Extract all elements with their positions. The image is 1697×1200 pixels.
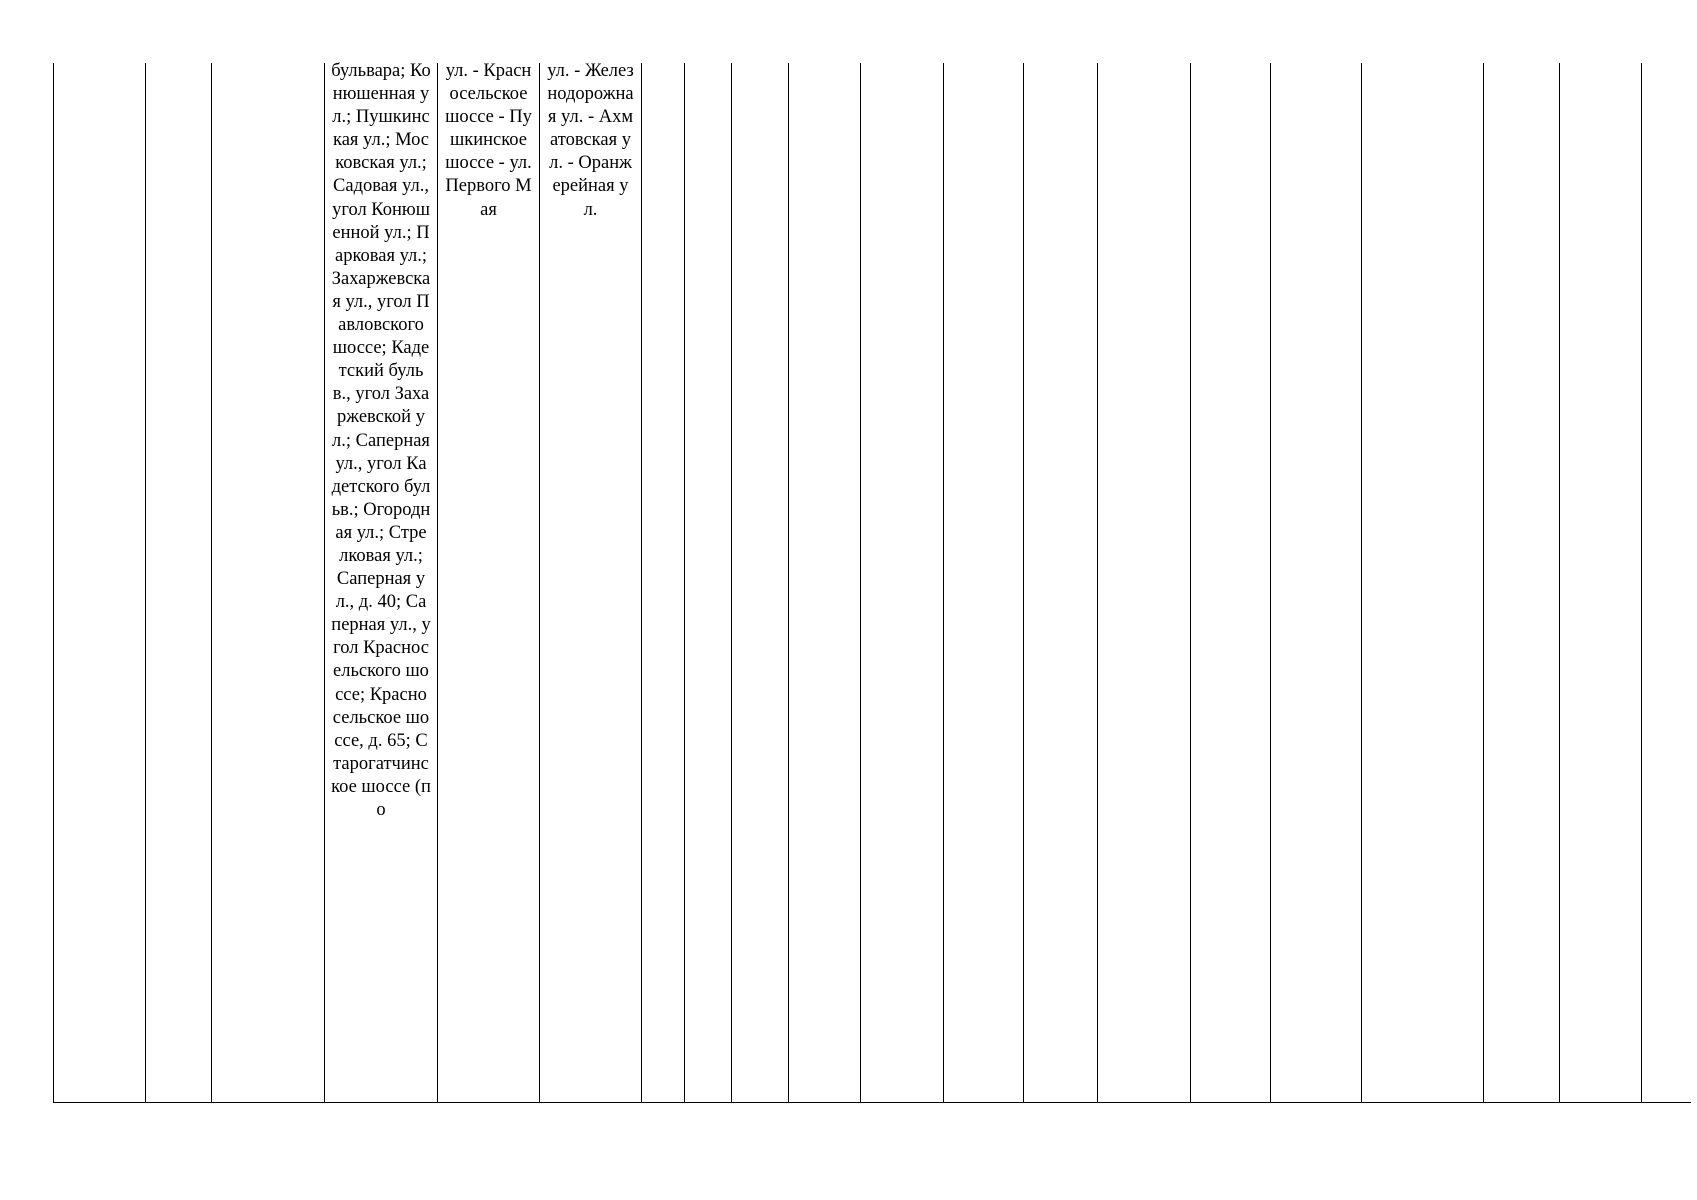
table-column-4 [325, 63, 438, 1103]
table-column-20 [1642, 63, 1692, 1103]
table-column-19 [1560, 63, 1642, 1103]
table-column-2 [146, 63, 212, 1103]
table-column-9 [732, 63, 789, 1103]
table-column-12 [944, 63, 1024, 1103]
table-cell: ул. - Железнодорожная ул. - Ахматовская ул. - Оранжерейная ул. [547, 61, 634, 220]
table-column-14 [1098, 63, 1191, 1103]
table-column-11 [861, 63, 944, 1103]
table-column-17 [1362, 63, 1484, 1103]
table-column-8 [685, 63, 732, 1103]
table-cell: ул. - Красносельское шоссе - Пушкинское шоссе - ул. Первого Мая [445, 61, 532, 220]
table-column-10 [789, 63, 861, 1103]
table-column-3 [212, 63, 325, 1103]
table-column-13 [1024, 63, 1098, 1103]
table-column-5 [438, 63, 540, 1103]
table-column-7 [642, 63, 685, 1103]
table-column-15 [1191, 63, 1271, 1103]
data-table [53, 63, 1691, 1103]
table-column-16 [1271, 63, 1362, 1103]
table-column-1 [54, 63, 146, 1103]
table-cell: бульвара; Конюшенная ул.; Пушкинская ул.; Московская ул.; Садовая ул., угол Конюшенной ул.; Парковая ул.; Захаржевская ул., угол Павловского шоссе; Кадетский бульв., угол Захаржевской ул.; Саперная ул., угол Кадетского бульв.; Огородная ул.; Стрелковая ул.; Саперная ул., д. 40; Саперная ул., угол Красносельского шоссе; Красносельское шоссе, д. 65; Старогатчинское шоссе (по [331, 61, 431, 820]
table-column-6 [540, 63, 642, 1103]
table-column-18 [1484, 63, 1560, 1103]
